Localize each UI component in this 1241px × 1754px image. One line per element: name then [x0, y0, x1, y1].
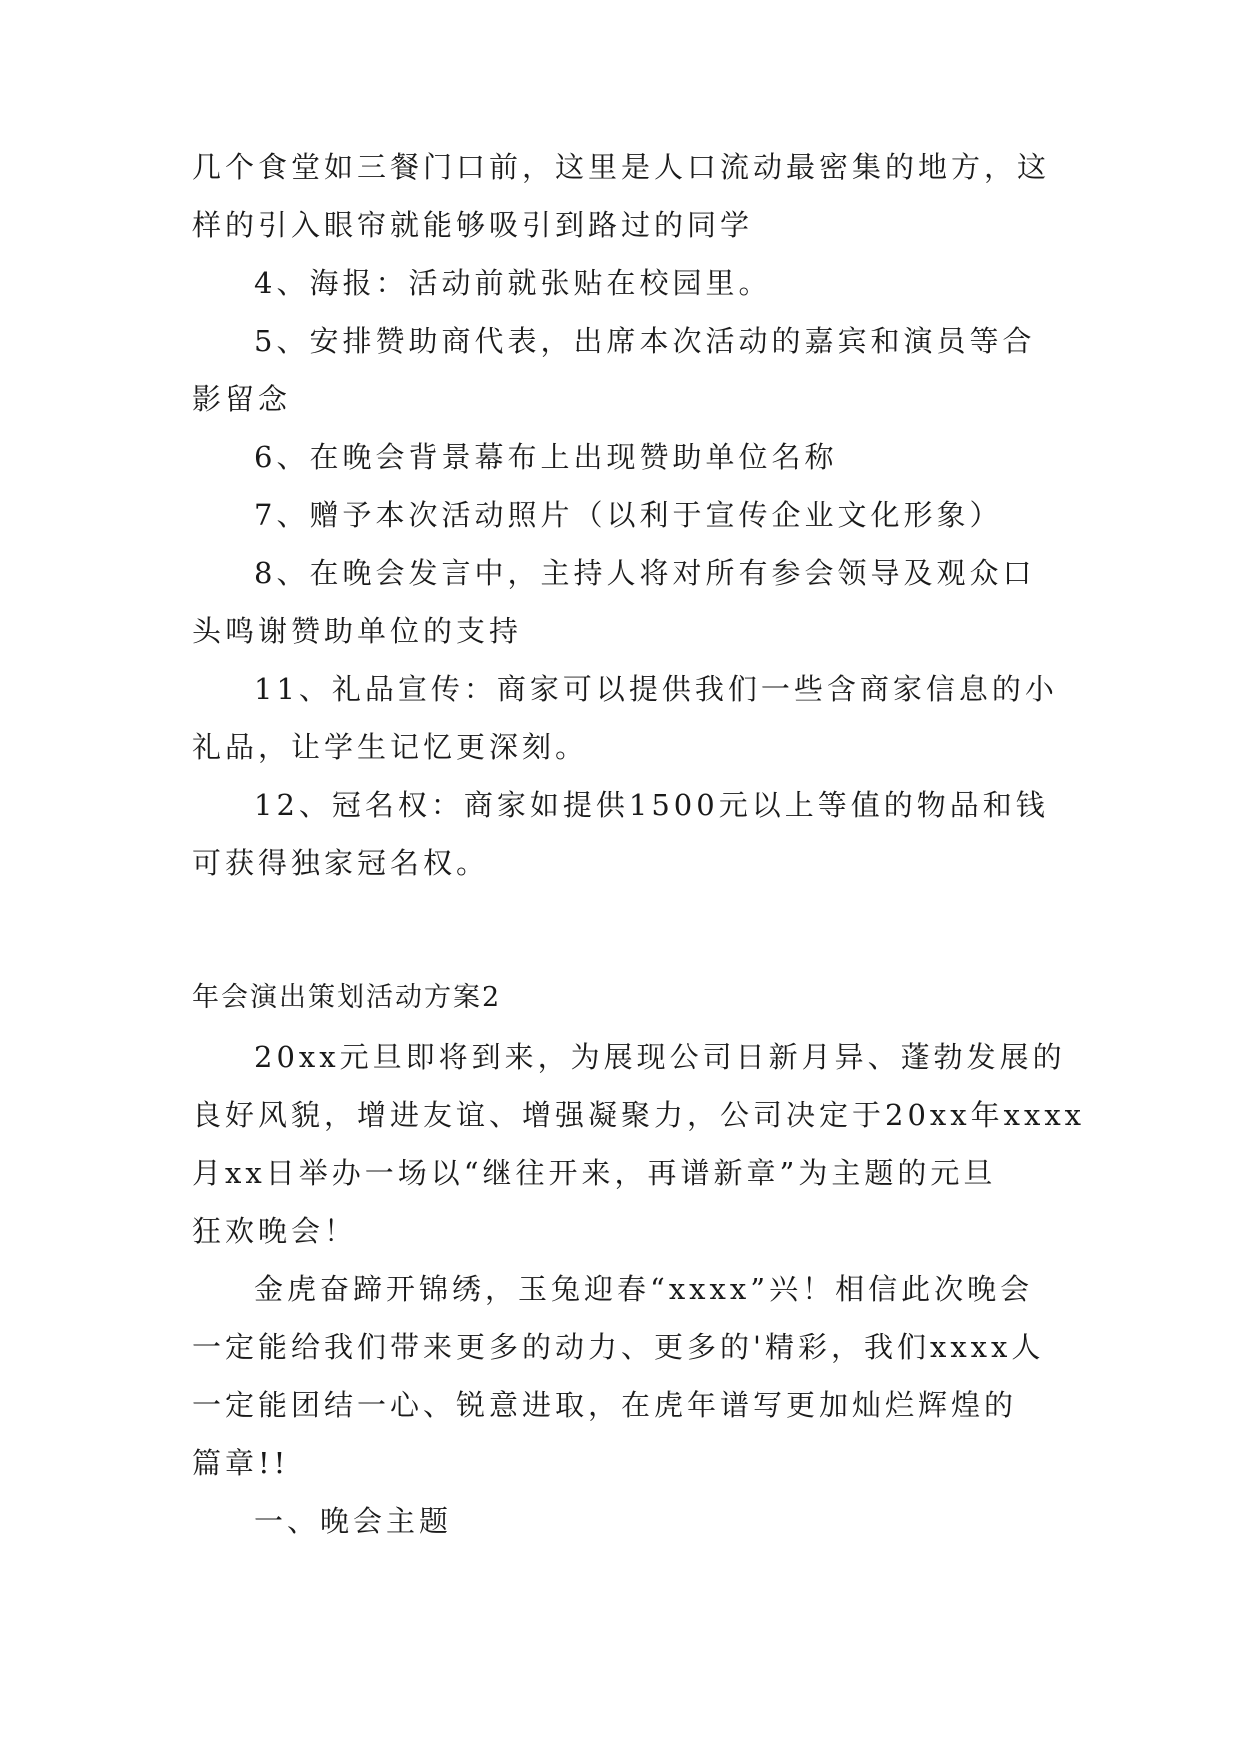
list-item: 11、礼品宣传：商家可以提供我们一些含商家信息的小 [254, 672, 1058, 706]
paragraph-line: 一定能团结一心、锐意进取，在虎年谱写更加灿烂辉煌的 [192, 1388, 1018, 1422]
list-item: 12、冠名权：商家如提供1500元以上等值的物品和钱 [254, 788, 1049, 822]
list-item: 6、在晚会背景幕布上出现赞助单位名称 [254, 440, 838, 474]
paragraph-line: 头鸣谢赞助单位的支持 [192, 614, 523, 648]
list-item: 8、在晚会发言中，主持人将对所有参会领导及观众口 [254, 556, 1036, 590]
paragraph-line: 一定能给我们带来更多的动力、更多的'精彩，我们xxxx人 [192, 1330, 1045, 1364]
section-heading: 一、晚会主题 [254, 1504, 453, 1538]
paragraph-line: 良好风貌，增进友谊、增强凝聚力，公司决定于20xx年xxxx [192, 1098, 1086, 1132]
paragraph-line: 狂欢晚会！ [192, 1214, 358, 1248]
paragraph-line: 20xx元旦即将到来，为展现公司日新月异、蓬勃发展的 [254, 1040, 1066, 1074]
list-item: 5、安排赞助商代表，出席本次活动的嘉宾和演员等合 [254, 324, 1036, 358]
section-title: 年会演出策划活动方案2 [192, 982, 502, 1013]
paragraph-line: 样的引入眼帘就能够吸引到路过的同学 [192, 208, 754, 242]
paragraph-line: 金虎奋蹄开锦绣，玉兔迎春“xxxx”兴！相信此次晚会 [254, 1272, 1034, 1306]
paragraph-line: 几个食堂如三餐门口前，这里是人口流动最密集的地方，这 [192, 150, 1051, 184]
paragraph-line: 月xx日举办一场以“继往开来，再谱新章”为主题的元旦 [192, 1156, 997, 1190]
paragraph-line: 篇章!! [192, 1446, 290, 1480]
list-item: 7、赠予本次活动照片（以利于宣传企业文化形象） [254, 498, 1003, 532]
list-block [192, 138, 1058, 892]
section-body [192, 1028, 1086, 1550]
paragraph-line: 礼品，让学生记忆更深刻。 [192, 730, 589, 764]
paragraph-line: 可获得独家冠名权。 [192, 846, 490, 880]
list-item: 4、海报：活动前就张贴在校园里。 [254, 266, 772, 300]
paragraph-line: 影留念 [192, 382, 292, 416]
